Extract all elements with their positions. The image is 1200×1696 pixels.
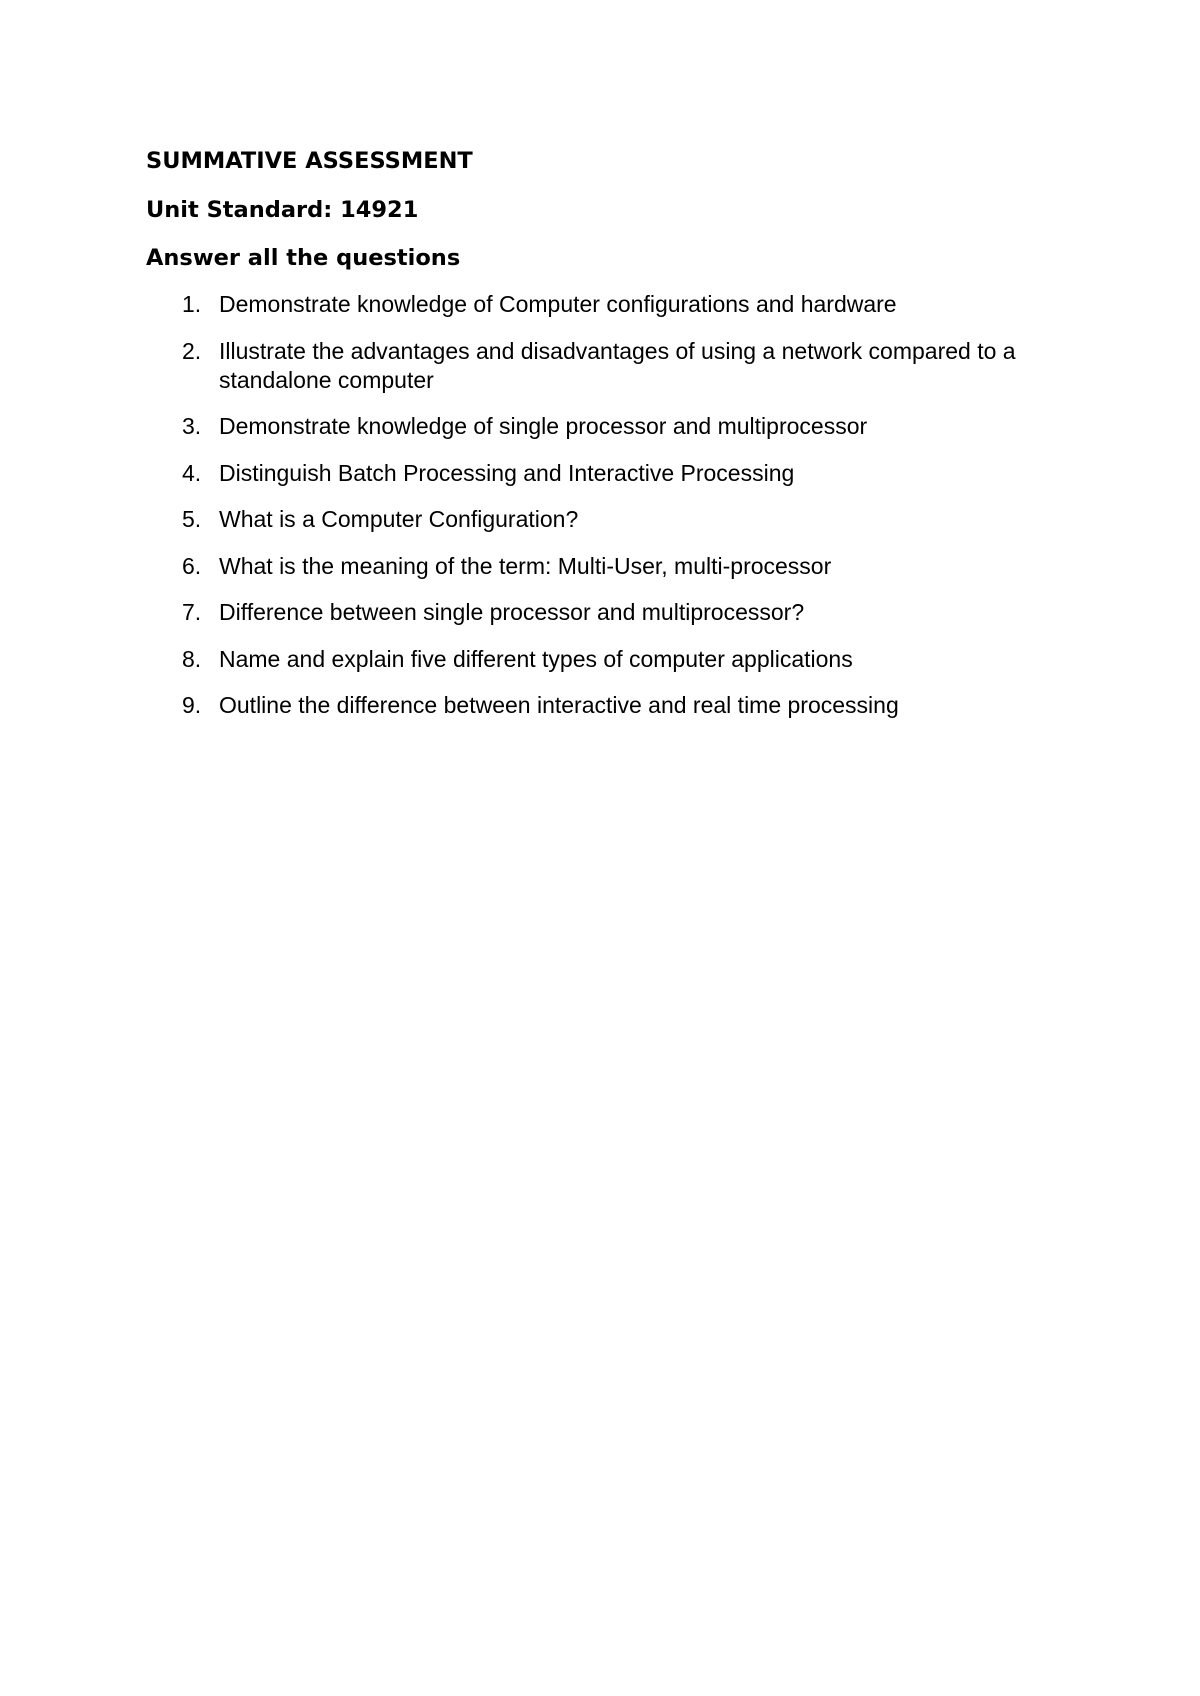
question-3 — [0, 412, 1049, 441]
question-number: 5. — [182, 506, 202, 532]
unit-standard: Unit Standard: 14921 — [146, 197, 419, 223]
question-number: 3. — [182, 413, 202, 439]
question-text: Demonstrate knowledge of Computer configurations and hardware — [219, 291, 897, 317]
document-title: SUMMATIVE ASSESSMENT — [146, 148, 473, 174]
question-text: Illustrate the advantages and disadvantages of using a network compared to a standalone computer — [219, 337, 1016, 393]
question-text: Name and explain five different types of computer applications — [219, 645, 853, 672]
question-7 — [0, 598, 1049, 627]
question-number: 7. — [182, 599, 202, 625]
question-4 — [0, 459, 1049, 488]
question-list — [0, 290, 1200, 738]
question-text: Difference between single processor and multiprocessor? — [219, 599, 805, 625]
question-8 — [0, 645, 1049, 674]
question-number: 1. — [182, 291, 202, 317]
question-number: 6. — [182, 552, 202, 579]
question-number: 2. — [182, 337, 202, 364]
question-text: What is a Computer Configuration? — [219, 506, 579, 532]
question-number: 9. — [182, 692, 202, 718]
question-text: Demonstrate knowledge of single processor and multiprocessor — [219, 413, 868, 439]
question-1 — [0, 290, 1049, 319]
question-number: 4. — [182, 459, 202, 486]
question-5 — [0, 505, 1049, 534]
instruction: Answer all the questions — [146, 245, 461, 271]
question-text: Distinguish Batch Processing and Interactive Processing — [219, 459, 795, 486]
question-6 — [0, 552, 1049, 581]
question-2 — [0, 337, 1049, 395]
question-text: What is the meaning of the term: Multi-User, multi-processor — [219, 552, 832, 579]
question-text: Outline the difference between interactive and real time processing — [219, 692, 899, 718]
question-9 — [0, 691, 1049, 720]
question-number: 8. — [182, 645, 202, 672]
